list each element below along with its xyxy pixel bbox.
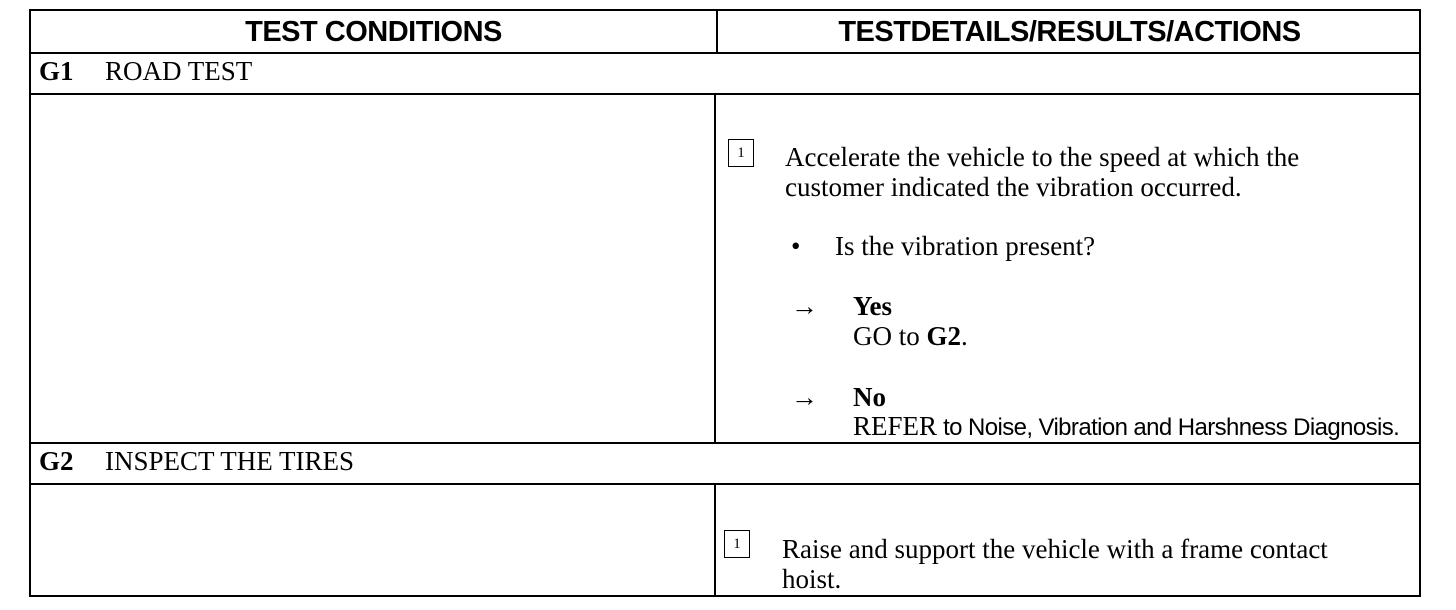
step-number-box-g1: 1 bbox=[728, 139, 754, 167]
header-test-conditions: TEST CONDITIONS bbox=[245, 15, 502, 48]
section-code-g2: G2 bbox=[39, 446, 74, 476]
step-text-g1: Accelerate the vehicle to the speed at which the customer indicated the vibration occurred. bbox=[785, 142, 1300, 202]
no-action-g1: REFER to Noise, Vibration and Harshness Diagnosis. bbox=[853, 411, 1400, 441]
bullet-g1: • bbox=[791, 231, 801, 261]
section-name-g2: INSPECT THE TIRES bbox=[105, 446, 355, 476]
no-arrow-g1: → bbox=[791, 382, 818, 412]
header-test-details: TESTDETAILS/RESULTS/ACTIONS bbox=[838, 15, 1301, 48]
divider-g1-title-bottom bbox=[31, 93, 1419, 95]
yes-target-g1: G2 bbox=[926, 321, 962, 351]
question-g1: Is the vibration present? bbox=[835, 231, 1096, 261]
diagnostic-table bbox=[29, 9, 1421, 597]
yes-action-g1: GO to G2. bbox=[853, 321, 968, 351]
divider-g2-title-bottom bbox=[31, 483, 1419, 485]
step-number-box-g2: 1 bbox=[724, 530, 750, 558]
section-title-g1 bbox=[39, 56, 252, 87]
no-label-g1: No bbox=[853, 382, 886, 412]
section-name-g1: ROAD TEST bbox=[105, 56, 253, 86]
section-code-g1: G1 bbox=[39, 56, 74, 86]
column-divider-header bbox=[716, 11, 718, 53]
column-divider-g2 bbox=[714, 485, 716, 595]
yes-label-g1: Yes bbox=[853, 291, 892, 321]
section-title-g2 bbox=[39, 446, 354, 477]
column-divider-g1 bbox=[714, 95, 716, 444]
yes-arrow-g1: → bbox=[791, 291, 818, 321]
step-text-g2: Raise and support the vehicle with a frame contact hoist. bbox=[782, 534, 1328, 594]
divider-header-bottom bbox=[31, 52, 1419, 54]
